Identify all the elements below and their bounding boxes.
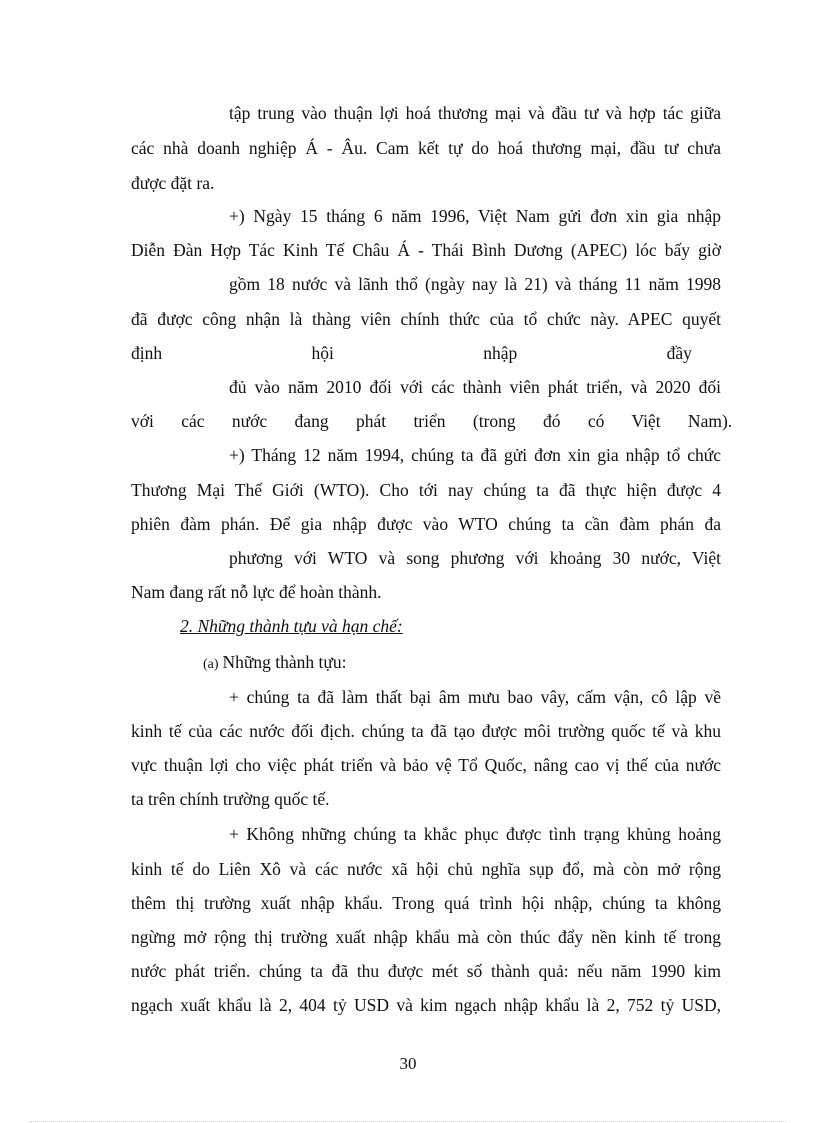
text-line: ta trên chính trường quốc tế. bbox=[131, 789, 330, 809]
page-bottom-border bbox=[30, 1121, 786, 1122]
text-line: phương với WTO và song phương với khoảng 30 nước, Việt bbox=[229, 548, 721, 568]
text-line: Thương Mại Thế Giới (WTO). Cho tới nay chúng ta đã thực hiện được 4 bbox=[131, 480, 721, 500]
text-line: thêm thị trường xuất nhập khẩu. Trong quá trình hội nhập, chúng ta không bbox=[131, 893, 721, 913]
list-item bbox=[203, 650, 793, 677]
text-line: vực thuận lợi cho việc phát triển và bảo vệ Tổ Quốc, nâng cao vị thế của nước bbox=[131, 755, 721, 775]
text-line: các nhà doanh nghiệp Á - Âu. Cam kết tự do hoá thương mại, đầu tư chưa bbox=[131, 138, 721, 158]
text-line: ngừng mở rộng thị trường xuất nhập khẩu mà còn thúc đẩy nền kinh tế trong bbox=[131, 927, 721, 947]
page-number: 30 bbox=[399, 1054, 417, 1073]
text-line: + chúng ta đã làm thất bại âm mưu bao vây, cấm vận, cô lập về bbox=[229, 687, 721, 707]
text-line: Diễn Đàn Hợp Tác Kinh Tế Châu Á - Thái Bình Dương (APEC) lóc bấy giờ bbox=[131, 240, 721, 260]
text-line: gồm 18 nước và lãnh thổ (ngày nay là 21) và tháng 11 năm 1998 bbox=[229, 274, 721, 294]
text-line: + Không những chúng ta khắc phục được tình trạng khủng hoảng bbox=[229, 824, 721, 844]
text-line: với các nước đang phát triển (trong đó có Việt Nam). bbox=[131, 411, 733, 431]
list-item-label: Những thành tựu: bbox=[222, 652, 347, 672]
text-line: được đặt ra. bbox=[131, 173, 215, 193]
text-line: phiên đàm phán. Để gia nhập được vào WTO chúng ta cần đàm phán đa bbox=[131, 514, 721, 534]
text-line: +) Ngày 15 tháng 6 năm 1996, Việt Nam gửi đơn xin gia nhập bbox=[229, 206, 721, 226]
text-line: kinh tế do Liên Xô và các nước xã hội chủ nghĩa sụp đổ, mà còn mở rộng bbox=[131, 859, 721, 879]
text-line: đã được công nhận là thàng viên chính thức của tổ chức này. APEC quyết bbox=[131, 309, 721, 329]
text-line: ngạch xuất khẩu là 2, 404 tỷ USD và kim ngạch nhập khẩu là 2, 752 tỷ USD, bbox=[131, 995, 721, 1015]
list-marker: (a) bbox=[203, 657, 219, 672]
text-line: kinh tế của các nước đối địch. chúng ta đã tạo được môi trường quốc tế và khu bbox=[131, 721, 721, 741]
text-line: tập trung vào thuận lợi hoá thương mại và đầu tư và hợp tác giữa bbox=[229, 103, 721, 123]
text-line: Nam đang rất nỗ lực để hoàn thành. bbox=[131, 582, 382, 602]
text-line: đủ vào năm 2010 đối với các thành viên phát triển, và 2020 đối bbox=[229, 377, 721, 397]
text-line: +) Tháng 12 năm 1994, chúng ta đã gửi đơn xin gia nhập tổ chức bbox=[229, 445, 721, 465]
text-line: định hội nhập đầy bbox=[131, 343, 692, 363]
section-heading: 2. Những thành tựu và hạn chế: bbox=[180, 616, 403, 636]
text-line: nước phát triển. chúng ta đã thu được mét số thành quả: nếu năm 1990 kim bbox=[131, 961, 721, 981]
